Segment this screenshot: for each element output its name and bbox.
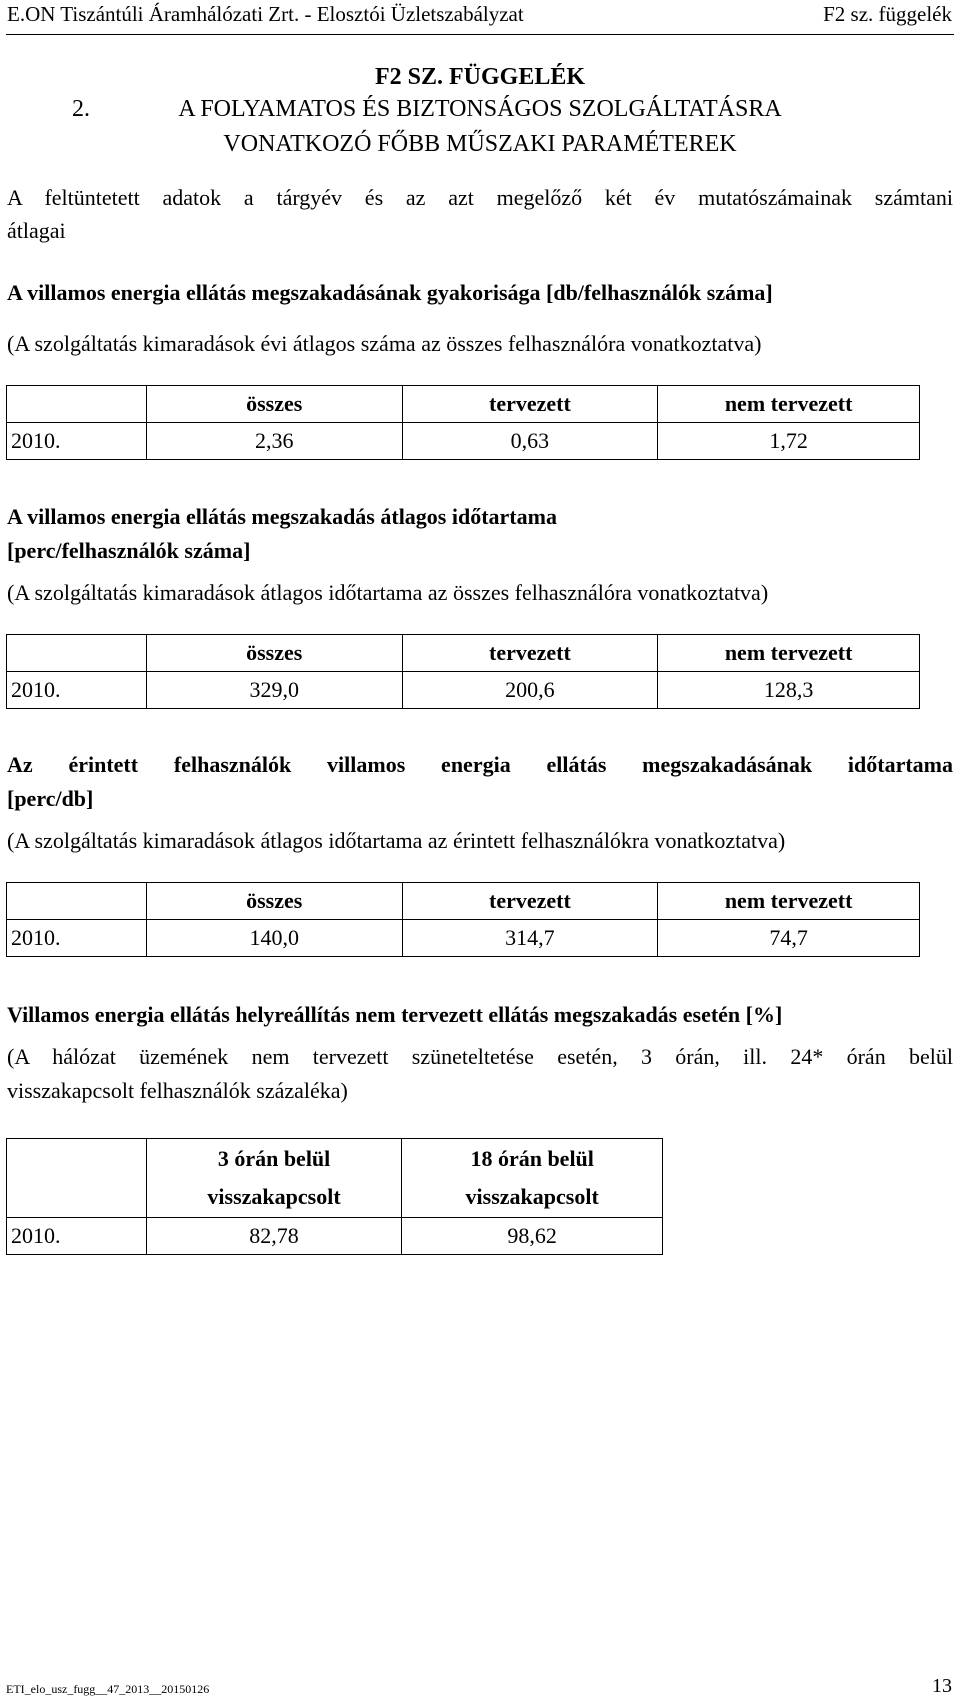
- section2-heading-line2: [perc/felhasználók száma]: [7, 538, 251, 563]
- table-header-cell: tervezett: [402, 386, 658, 423]
- table-row: [7, 672, 920, 709]
- table-cell: 2,36: [146, 423, 402, 460]
- table-cell-year: 2010.: [7, 920, 147, 957]
- table-header-row: [7, 635, 920, 672]
- section1-table: [6, 385, 920, 460]
- table-cell: 98,62: [402, 1218, 663, 1255]
- table-header-line: visszakapcsolt: [465, 1184, 599, 1209]
- section2-heading-line1: A villamos energia ellátás megszakadás átlagos időtartama: [7, 504, 557, 529]
- table-header-cell: nem tervezett: [658, 386, 920, 423]
- table-header-line: 18 órán belül: [470, 1146, 594, 1171]
- intro-line1: A feltüntetett adatok a tárgyév és az azt megelőző két év mutatószámainak számtani: [7, 185, 953, 210]
- section-title-line1: A FOLYAMATOS ÉS BIZTONSÁGOS SZOLGÁLTATÁSRA: [178, 96, 782, 122]
- section4-table: [6, 1138, 663, 1255]
- running-header-left: E.ON Tiszántúli Áramhálózati Zrt. - Elosztói Üzletszabályzat: [7, 2, 524, 26]
- table-header-cell: összes: [146, 386, 402, 423]
- section-title-line2: VONATKOZÓ FŐBB MŰSZAKI PARAMÉTEREK: [223, 131, 737, 157]
- footer-document-id: ETI_elo_usz_fugg__47_2013__20150126: [6, 1682, 210, 1696]
- table-row: [7, 920, 920, 957]
- table-cell: 0,63: [402, 423, 658, 460]
- running-header-right: F2 sz. függelék: [823, 2, 952, 26]
- section3-table: [6, 882, 920, 957]
- table-header-cell: összes: [146, 883, 402, 920]
- section2-description: (A szolgáltatás kimaradások átlagos időtartama az összes felhasználóra vonatkoztatva): [7, 580, 769, 605]
- intro-line2: átlagai: [7, 218, 66, 243]
- section-number: 2.: [72, 96, 90, 122]
- table-row: [7, 1218, 663, 1255]
- table-cell-year: 2010.: [7, 672, 147, 709]
- section4-heading: Villamos energia ellátás helyreállítás nem tervezett ellátás megszakadás esetén [%]: [7, 1002, 783, 1027]
- section3-description: (A szolgáltatás kimaradások átlagos időtartama az érintett felhasználókra vonatkoztatva): [7, 828, 786, 853]
- table-row: [7, 423, 920, 460]
- table-header-cell: tervezett: [402, 883, 658, 920]
- appendix-title: F2 SZ. FÜGGELÉK: [374, 64, 586, 90]
- section1-heading: A villamos energia ellátás megszakadásának gyakorisága [db/felhasználók száma]: [7, 280, 773, 305]
- table-header-cell: [402, 1139, 663, 1218]
- table-header-line: visszakapcsolt: [207, 1184, 341, 1209]
- table-cell-year: 2010.: [7, 423, 147, 460]
- table-header-cell: nem tervezett: [658, 883, 920, 920]
- table-cell: 74,7: [658, 920, 920, 957]
- table-cell: 128,3: [658, 672, 920, 709]
- section4-description-line1: (A hálózat üzemének nem tervezett szüneteltetése esetén, 3 órán, ill. 24* órán belül: [7, 1044, 953, 1069]
- table-cell: 1,72: [658, 423, 920, 460]
- table-cell-year: 2010.: [7, 1218, 147, 1255]
- table-header-row: [7, 883, 920, 920]
- table-header-cell: [7, 883, 147, 920]
- section4-description-line2: visszakapcsolt felhasználók százaléka): [7, 1078, 348, 1103]
- table-cell: 200,6: [402, 672, 658, 709]
- table-header-line: 3 órán belül: [217, 1146, 331, 1171]
- table-cell: 314,7: [402, 920, 658, 957]
- table-header-row: [7, 1139, 663, 1218]
- table-header-cell: összes: [146, 635, 402, 672]
- table-header-cell: tervezett: [402, 635, 658, 672]
- table-cell: 82,78: [146, 1218, 402, 1255]
- table-cell: 329,0: [146, 672, 402, 709]
- section2-table: [6, 634, 920, 709]
- table-header-cell: [7, 635, 147, 672]
- table-header-cell: [7, 386, 147, 423]
- section3-heading-line1: Az érintett felhasználók villamos energia ellátás megszakadásának időtartama: [7, 752, 953, 777]
- table-header-cell: [7, 1139, 147, 1218]
- page-number: 13: [932, 1675, 952, 1697]
- table-header-cell: [146, 1139, 402, 1218]
- section3-heading-line2: [perc/db]: [7, 786, 94, 811]
- section1-description: (A szolgáltatás kimaradások évi átlagos száma az összes felhasználóra vonatkoztatva): [7, 331, 762, 356]
- table-header-cell: nem tervezett: [658, 635, 920, 672]
- table-header-row: [7, 386, 920, 423]
- header-rule: [6, 34, 954, 35]
- table-cell: 140,0: [146, 920, 402, 957]
